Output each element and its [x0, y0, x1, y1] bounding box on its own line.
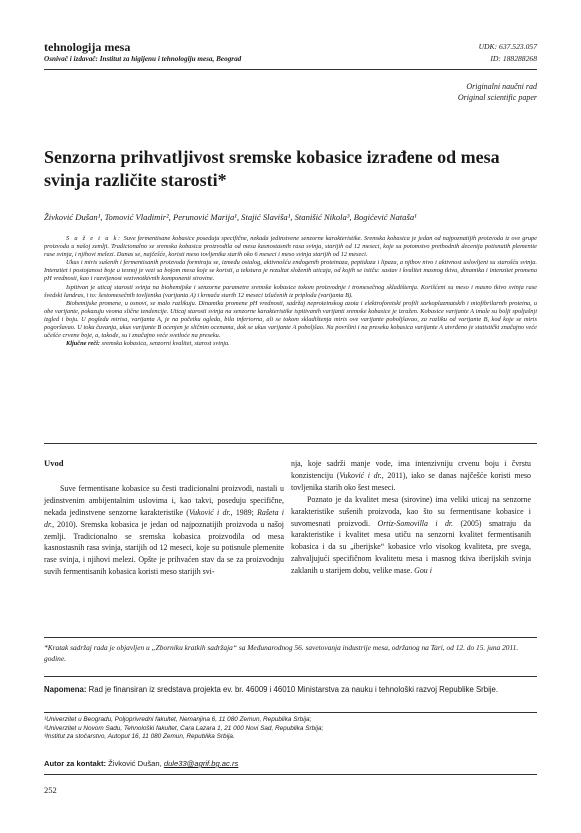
footnote: *Kratak sadržaj rada je objavljen u „Zborniku kratkih sadržaja“ sa Međunarodnog 56. savetovanja industrije mesa, održanog na Tari, od 12. do 15. juna 2011. godine.	[44, 643, 519, 663]
affiliations	[44, 716, 538, 742]
body-column-right	[291, 458, 531, 577]
affiliation-item: ³Institut za stočarstvo, Autoput 16, 11 080 Zemun, Republika Srbija.	[44, 733, 235, 741]
abstract	[44, 235, 537, 348]
funding-note-label: Napomena:	[44, 685, 87, 694]
citation: Vuković i dr.	[339, 470, 382, 480]
funding-note: Napomena: Rad je finansiran iz sredstava projekta ev. br. 46009 i 46010 Ministarstva za nauku i tehnološki razvoj Republike Srbije.	[44, 685, 499, 694]
citation: Gou i	[414, 566, 432, 576]
section-rule	[44, 443, 537, 444]
publisher-line: Osnivač i izdavač: Institut za higijenu i tehnologiju mesa, Beograd	[44, 55, 242, 63]
citation: Vuković i dr.	[188, 507, 231, 517]
author-list: Živković Dušan¹, Tomović Vladimir², Perunović Marija¹, Stajić Slaviša¹, Stanišić Nikola³, Bogićević Nataša¹	[44, 212, 417, 222]
citation: Ortiz-Somovilla i dr.	[377, 518, 454, 528]
body-paragraph: Suve fermentisane kobasice su česti tradicionalni proizvodi, nastali u jedinstvenim ambijentalnim uslovima i, kao takvi, poseduju specifične, nekada jedinstvene senzorne karakteristike (Vuković i dr., 1989; Rašeta i dr., 2010). Sremska kobasica je jedan od najpoznatijih proizvoda u našoj zemlji. Tradicionalno se sremska kobasica proizvodila od mesa kasnostasnih rasa svinja, starijih od 12 meseci, koje su potisnule plemenite rase svinja, i njihovi melezi. Opšte je prihvaćen stav da se za proizvodnju suvih fermentisanih kobasica koristi meso starijih svi-	[44, 483, 284, 577]
body-paragraph: nja, koje sadrži manje vode, ima intenzivniju crvenu boju i čvrstu konzistenciju (Vuković i dr., 2011), iako se danas najčešće koristi meso tovljenika starih oko šest meseci.	[291, 459, 531, 492]
journal-name: tehnologija mesa	[44, 40, 131, 54]
page-number: 252	[44, 785, 57, 795]
abstract-label: S a ž e t a k:	[66, 235, 122, 242]
body-paragraph: Poznato je da kvalitet mesa (sirovine) ima veliki uticaj na senzorne karakteristike sušenih proizvoda, kao što su fermentisane kobasice i suvomesnati proizvodi. Ortiz-Somovilla i dr. (2005) smatraju da karakteristike i kvalitet mesa utiču na senzorni kvalitet fermentisanih kobasica i da su „iberijske“ kobasice vrlo visokog kvaliteta, pre svega, zahvaljujući specifičnom kvalitetu mesa i masnog tkiva iberijskih svinja zaklanih u starijem dobu, velike mase. Gou i	[291, 494, 531, 576]
keywords-text: sremska kobasica, senzorni kvalitet, starost svinja.	[101, 340, 230, 348]
abstract-paragraph: Biohemijske promene, u osnovi, se malo razlikuju. Dinamika promene pH vrednosti, sadržaj neproteinskog azota i elektroforetski profili sarkoplazmatskih i miofibrilarnih proteina, u obe varijante, pokazuju veoma slične tendencije. Uticaj starosti svinja na senzorne karakteristike ispitivanih varijanti sremske kobasice je izražen. Kobasice varijante A imale su bolji spoljašnji izgled i boju. U pogledu mirisa, varijanta A, je na početku ogleda, bila inferiorna, ali se tokom skladištenja miris ove varijante poboljšavao, za razliku od varijante B, kod koje se miris pogoršavao. U toku čuvanja, ukus varijante B ocenjen je sličnim ocenama, dok se ukus varijante A poboljšao. Na površini i na preseku kobasica varijante A utvrđeno je statistički značajno veće učešće crvene boje, a, takođe, su i značajno veće svetloće na preseku.	[44, 299, 537, 340]
affiliation-item: ²Univerzitet u Novom Sadu, Tehnološki fakultet, Cara Lazara 1, 21 000 Novi Sad, Republika Srbija;	[44, 724, 324, 732]
section-heading-uvod: Uvod	[44, 458, 64, 468]
citation: Rašeta i dr.	[44, 507, 284, 529]
keywords	[44, 340, 537, 348]
abstract-paragraph: S a ž e t a k: Suve fermentisane kobasice poseduju specifične, nekada jedinstvene senzorne karakteristike. Sremska kobasica je jedan od najpoznatijih proizvoda iz ove grupe proizvoda u našoj zemlji. Tradicionalno se sremska kobasica proizvodila od mesa kasnostasnih rasa svinja, starijih od 12 meseci, koje su potomstvo prethodnih decenija potisnutih plemenite rase svinja, i njihovi melezi. Danas se, najčešće, koristi meso tovljenika starih oko 6 meseci i meso svinja starijih od 12 meseci.	[44, 235, 537, 259]
record-id: ID: 188288268	[490, 54, 537, 63]
body-column-left	[44, 458, 284, 578]
paper-type-sr: Originalni naučni rad	[466, 82, 537, 91]
footnote-rule	[44, 637, 537, 638]
paper-type-en: Original scientific paper	[457, 93, 537, 102]
abstract-paragraph: Ukus i miris sušenih i fermentisanih proizvoda formiraju se, između ostalog, aktivnošću endogenih proteinaza, peptidaza i lipaza, a njihov nivo i aktivnost uslovljeni su starošću svinja. Intenzitet i postojanost boje u tesnoj je vezi sa bojom mesa koje se koristi, a tekstura je rezultat složenih uticaja, od kojih se ističu: sastav i kvalitet masnog tkiva, dinamika i intenzitet promena pH vrednosti, kao i razvijenost vezivnotkivnih komponenti sirovine.	[44, 259, 537, 283]
contact-author: Autor za kontakt: Živković Dušan, dule33@agrif.bg.ac.rs	[44, 759, 239, 768]
header-rule	[44, 69, 537, 70]
udk-code: UDK: 637.523.057	[478, 42, 537, 51]
affiliation-item: ¹Univerzitet u Beogradu, Poljoprivredni fakultet, Nemanjina 6, 11 080 Zemun, Republika Srbija;	[44, 716, 312, 723]
affiliation-rule	[44, 712, 537, 713]
note-rule	[44, 676, 537, 677]
udk-block	[479, 41, 537, 65]
paper-type	[458, 81, 537, 103]
contact-email-link[interactable]: dule33@agrif.bg.ac.rs	[163, 759, 239, 768]
keywords-label: Ključne reči:	[66, 340, 101, 348]
abstract-paragraph: Ispitivan je uticaj starosti svinja na biohemijske i senzorne parametre sremske kobasice tokom proizvodnje i tromesečnog skladištenja. Korišćeni su meso i masno tkivo svinja rase švedski landras, i to: šestomesečnih tovljenika (varijanta A) i krmača starih 12 meseci izlučenih iz priploda (varijanta B).	[44, 283, 537, 299]
contact-label: Autor za kontakt:	[44, 759, 107, 768]
paper-title: Senzorna prihvatljivost sremske kobasice izrađene od mesa svinja različite starosti*	[44, 147, 500, 190]
bottom-rule	[44, 774, 537, 775]
